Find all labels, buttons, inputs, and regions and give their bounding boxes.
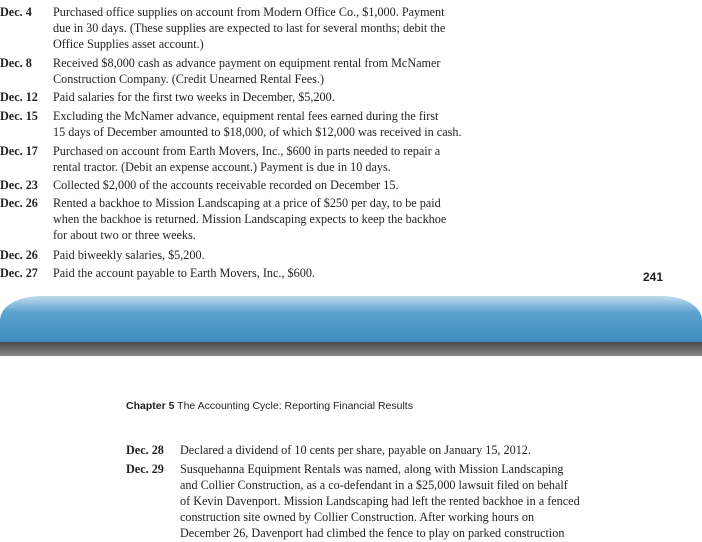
entry-date: Dec. 29 (126, 462, 164, 476)
entry-line: Declared a dividend of 10 cents per share, payable on January 15, 2012. (180, 443, 531, 457)
entry-text (53, 55, 523, 87)
entry-text (53, 89, 523, 105)
entry-line: Received $8,000 cash as advance payment on equipment rental from McNamer (53, 56, 441, 70)
entry-text (180, 442, 680, 458)
entry-date: Dec. 26 (0, 248, 38, 262)
entry-line: Paid biweekly salaries, $5,200. (53, 248, 205, 262)
entry-line: when the backhoe is returned. Mission Landscaping expects to keep the backhoe (53, 212, 447, 226)
page-number: 241 (643, 270, 664, 284)
entry-text (53, 265, 523, 281)
entry-text (53, 177, 523, 193)
chapter-number: Chapter 5 (126, 400, 175, 412)
entry-line: of Kevin Davenport. Mission Landscaping had left the rented backhoe in a fenced (180, 494, 580, 508)
page-242 (0, 356, 702, 542)
entry-line: Excluding the McNamer advance, equipment rental fees earned during the first (53, 109, 439, 123)
entry-line: rental tractor. (Debit an expense account.) Payment is due in 10 days. (53, 160, 391, 174)
entry-line: and Collier Construction, as a co-defendant in a $25,000 lawsuit filed on behalf (180, 478, 568, 492)
entry-date: Dec. 26 (0, 196, 38, 210)
entry-date: Dec. 12 (0, 90, 38, 104)
entry-text (53, 143, 523, 175)
entry-line: Susquehanna Equipment Rentals was named, along with Mission Landscaping (180, 462, 564, 476)
entry-line: 15 days of December amounted to $18,000, of which $12,000 was received in cash. (53, 125, 462, 139)
entry-line: Paid salaries for the first two weeks in December, $5,200. (53, 90, 335, 104)
entry-date: Dec. 27 (0, 266, 38, 280)
chapter-title: The Accounting Cycle: Reporting Financial Results (177, 400, 413, 412)
entry-line: Office Supplies asset account.) (53, 37, 204, 51)
running-header (126, 400, 413, 412)
entry-text (53, 4, 523, 52)
entry-line: Purchased office supplies on account from Modern Office Co., $1,000. Payment (53, 5, 445, 19)
entry-line: Collected $2,000 of the accounts receivable recorded on December 15. (53, 178, 399, 192)
entry-line: due in 30 days. (These supplies are expected to last for several months; debit the (53, 21, 446, 35)
entry-text (53, 247, 523, 263)
entry-text (180, 461, 680, 541)
entry-line: Construction Company. (Credit Unearned Rental Fees.) (53, 72, 324, 86)
entry-line: Purchased on account from Earth Movers, Inc., $600 in parts needed to repair a (53, 144, 441, 158)
entry-line: Rented a backhoe to Mission Landscaping at a price of $250 per day, to be paid (53, 196, 441, 210)
entry-date: Dec. 23 (0, 178, 38, 192)
page-divider (0, 342, 702, 356)
entry-line: December 26, Davenport had climbed the fence to play on parked construction (180, 526, 565, 540)
entry-text (53, 108, 523, 140)
entry-date: Dec. 4 (0, 5, 32, 19)
page-footer-band (0, 296, 702, 342)
entry-date: Dec. 15 (0, 109, 38, 123)
entry-line: Paid the account payable to Earth Movers, Inc., $600. (53, 266, 315, 280)
entry-date: Dec. 28 (126, 443, 164, 457)
entry-date: Dec. 17 (0, 144, 38, 158)
entry-line: construction site owned by Collier Construction. After working hours on (180, 510, 535, 524)
entry-text (53, 195, 523, 243)
entry-line: for about two or three weeks. (53, 228, 196, 242)
entry-date: Dec. 8 (0, 56, 32, 70)
